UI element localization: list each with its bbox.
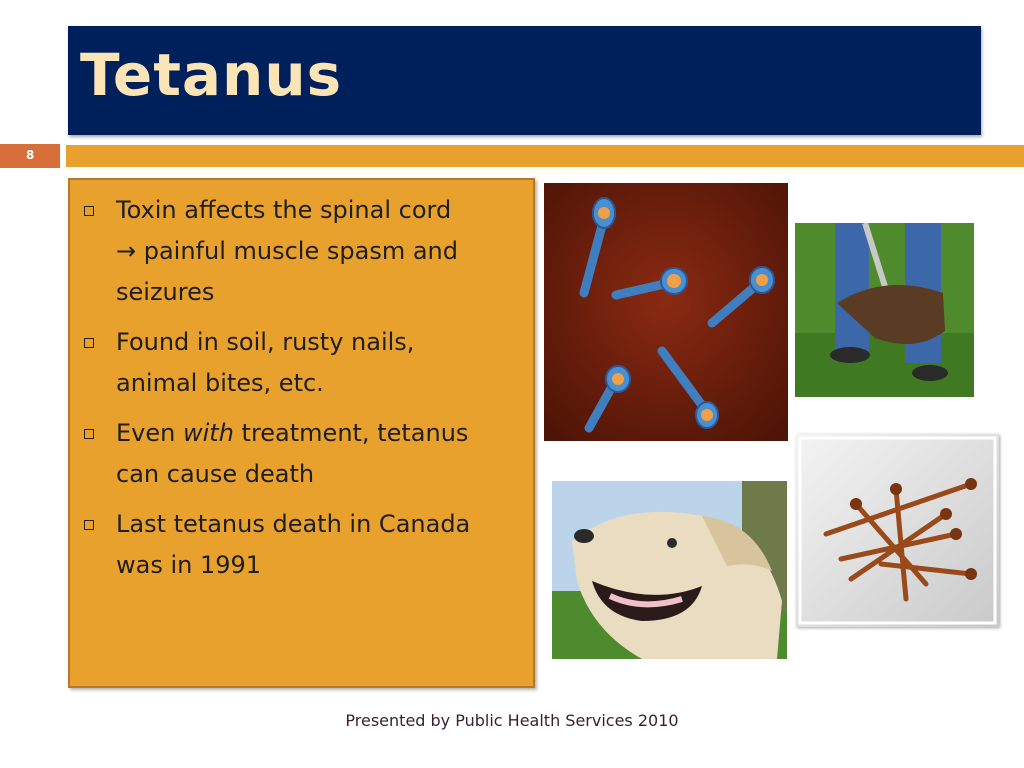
bullet-text-pre: Even — [116, 419, 183, 447]
bullet-square-icon — [84, 338, 94, 348]
bullet-line: can cause death — [116, 460, 315, 488]
slide-number-box — [0, 144, 60, 168]
accent-bar — [66, 145, 1024, 167]
bullet-text-post: treatment, tetanus — [233, 419, 469, 447]
slide-number: 8 — [26, 148, 35, 162]
bullet-line: Found in soil, rusty nails, — [116, 328, 415, 356]
bullet-line: was in 1991 — [116, 551, 262, 579]
bullet-line: Last tetanus death in Canada — [116, 510, 471, 538]
bullet-line: Toxin affects the spinal cord — [116, 196, 452, 224]
bullet-square-icon — [84, 206, 94, 216]
bullet-item — [82, 322, 522, 404]
dog-photo — [552, 481, 787, 659]
bullet-item — [82, 504, 522, 586]
rusty-nails-photo — [796, 434, 999, 627]
bullet-list — [82, 190, 522, 595]
bacteria-photo — [544, 183, 788, 441]
bullet-square-icon — [84, 429, 94, 439]
footer-text: Presented by Public Health Services 2010 — [345, 711, 679, 730]
slide-title: Tetanus — [80, 41, 343, 109]
content-box — [68, 178, 535, 688]
bullet-item — [82, 190, 522, 313]
soil-shovel-photo — [795, 223, 974, 397]
bullet-line: seizures — [116, 278, 215, 306]
bullet-item — [82, 413, 522, 495]
bullet-line: → painful muscle spasm and — [116, 237, 458, 265]
bullet-line: animal bites, etc. — [116, 369, 324, 397]
title-bar — [68, 26, 981, 135]
bullet-square-icon — [84, 520, 94, 530]
bullet-emphasis: with — [182, 419, 234, 447]
